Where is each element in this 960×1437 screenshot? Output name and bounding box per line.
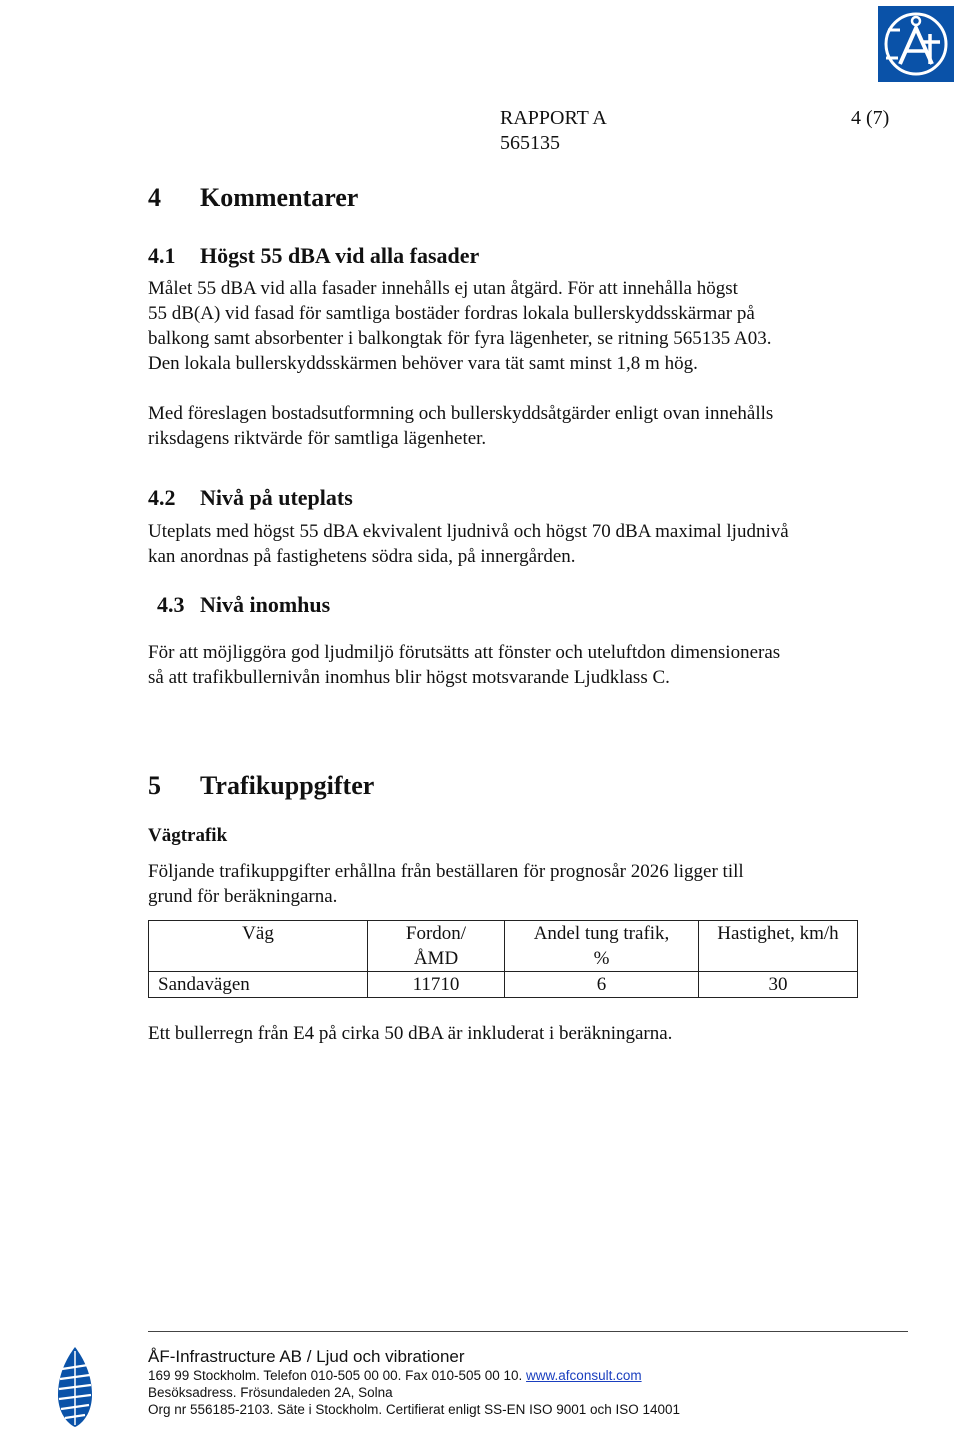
- section-number: 5: [148, 771, 161, 800]
- traffic-table: [148, 920, 858, 998]
- paragraph-4-1b: [148, 401, 773, 451]
- text-line: riksdagens riktvärde för samtliga lägenheter.: [148, 428, 487, 449]
- table-cell-amd: 11710: [368, 972, 505, 998]
- section-title: Nivå på uteplats: [200, 485, 353, 510]
- text-line: grund för beräkningarna.: [148, 886, 338, 907]
- section-title: Trafikuppgifter: [200, 771, 375, 800]
- table-row: [149, 972, 858, 998]
- text-line: så att trafikbullernivån inomhus blir högst motsvarande Ljudklass C.: [148, 667, 670, 688]
- footer-address-line: [148, 1367, 680, 1384]
- subheading-vagtrafik: Vägtrafik: [148, 825, 228, 846]
- report-number-label: [500, 106, 607, 156]
- table-cell-road: Sandavägen: [149, 972, 368, 998]
- footer-divider: [148, 1331, 908, 1332]
- table-header-cell: Hastighet, km/h: [699, 921, 858, 972]
- report-id: 565135: [500, 132, 560, 154]
- section-title: Kommentarer: [200, 183, 359, 212]
- footer-visit-address: Besöksadress. Frösundaleden 2A, Solna: [148, 1385, 393, 1400]
- text-line: balkong samt absorbenter i balkongtak för fyra lägenheter, se ritning 565135 A03.: [148, 328, 772, 349]
- footer-company: ÅF-Infrastructure AB / Ljud och vibrationer: [148, 1347, 465, 1366]
- section-4-heading: [148, 183, 358, 213]
- section-number: 4.2: [148, 485, 176, 510]
- section-number: 4.3: [157, 592, 185, 617]
- footer-contact: 169 99 Stockholm. Telefon 010-505 00 00. Fax 010-505 00 10.: [148, 1368, 523, 1383]
- text-line: Uteplats med högst 55 dBA ekvivalent ljudnivå och högst 70 dBA maximal ljudnivå: [148, 521, 789, 542]
- report-title: RAPPORT A: [500, 107, 607, 129]
- website-link[interactable]: www.afconsult.com: [526, 1368, 642, 1383]
- paragraph-5-intro: [148, 859, 744, 909]
- section-5-heading: [148, 771, 374, 801]
- table-header-cell: Andel tung trafik, %: [505, 921, 699, 972]
- text-line: kan anordnas på fastighetens södra sida, på innergården.: [148, 546, 576, 567]
- section-4-2-heading: [148, 484, 353, 512]
- table-header-cell: Väg: [149, 921, 368, 972]
- paragraph-5-note: Ett bullerregn från E4 på cirka 50 dBA är inkluderat i beräkningarna.: [148, 1023, 673, 1044]
- text-line: Den lokala bullerskyddsskärmen behöver vara tät samt minst 1,8 m hög.: [148, 353, 698, 374]
- table-cell-heavy-share: 6: [505, 972, 699, 998]
- paragraph-4-1: [148, 276, 771, 376]
- shell-logo-icon: [52, 1345, 98, 1429]
- text-line: Med föreslagen bostadsutformning och bullerskyddsåtgärder enligt ovan innehålls: [148, 403, 774, 424]
- section-4-1-heading: [148, 242, 479, 270]
- footer-block: [148, 1347, 680, 1418]
- table-header-cell: Fordon/ ÅMD: [368, 921, 505, 972]
- page-number: 4 (7): [851, 107, 890, 129]
- text-line: 55 dB(A) vid fasad för samtliga bostäder fordras lokala bullerskyddsskärmar på: [148, 303, 755, 324]
- section-title: Högst 55 dBA vid alla fasader: [200, 243, 480, 268]
- footer-org-info: Org nr 556185-2103. Säte i Stockholm. Certifierat enligt SS-EN ISO 9001 och ISO 14001: [148, 1402, 681, 1417]
- section-number: 4: [148, 183, 161, 212]
- table-header-row: [149, 921, 858, 972]
- text-line: För att möjliggöra god ljudmiljö förutsätts att fönster och uteluftdon dimensioneras: [148, 642, 781, 663]
- section-number: 4.1: [148, 243, 176, 268]
- text-line: Målet 55 dBA vid alla fasader innehålls ej utan åtgärd. För att innehålla högst: [148, 278, 738, 299]
- section-4-3-heading: [157, 591, 330, 619]
- text-line: Följande trafikuppgifter erhållna från beställaren för prognosår 2026 ligger till: [148, 861, 744, 882]
- paragraph-4-2: [148, 519, 789, 569]
- af-logo-icon: [878, 6, 954, 82]
- section-title: Nivå inomhus: [200, 592, 331, 617]
- table-cell-speed: 30: [699, 972, 858, 998]
- paragraph-4-3: [148, 640, 780, 690]
